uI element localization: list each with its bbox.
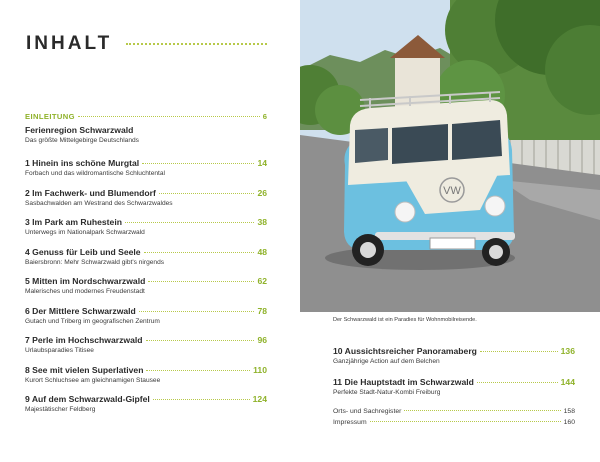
table-of-contents-continued bbox=[333, 346, 575, 430]
appendix-entry[interactable] bbox=[333, 419, 575, 426]
chapter-title: 11 Die Hauptstadt im Schwarzwald bbox=[333, 377, 474, 387]
chapter-page: 62 bbox=[257, 276, 267, 286]
toc-entry[interactable] bbox=[25, 306, 267, 325]
toc-entry[interactable] bbox=[25, 188, 267, 207]
chapter-subtitle: Baiersbronn: Mehr Schwarzwald gibt's nirgends bbox=[25, 258, 165, 266]
dot-leader bbox=[148, 281, 254, 282]
chapter-title: 10 Aussichtsreicher Panoramaberg bbox=[333, 346, 477, 356]
chapter-title: 6 Der Mittlere Schwarzwald bbox=[25, 305, 136, 316]
dot-leader bbox=[139, 311, 255, 312]
page-title: INHALT bbox=[26, 33, 113, 54]
chapter-subtitle: Gutach und Triberg im geografischen Zentrum bbox=[25, 317, 160, 325]
chapter-subtitle: Malerisches und modernes Freudenstadt bbox=[25, 288, 145, 295]
toc-entry[interactable] bbox=[25, 276, 267, 295]
appendix-label: Impressum bbox=[333, 419, 367, 426]
intro-subtitle: Das größte Mittelgebirge Deutschlands bbox=[25, 137, 139, 144]
dot-leader bbox=[144, 252, 255, 253]
chapter-title: 1 Hinein ins schöne Murgtal bbox=[25, 158, 140, 168]
dot-leader bbox=[142, 163, 254, 164]
dot-leader bbox=[146, 370, 250, 371]
chapter-page: 14 bbox=[257, 158, 267, 168]
dot-leader bbox=[146, 340, 255, 341]
vw-bus-illustration bbox=[300, 0, 600, 312]
chapter-subtitle: Kurort Schluchsee am gleichnamigen Stausee bbox=[25, 376, 161, 384]
dot-leader bbox=[159, 193, 255, 194]
table-of-contents bbox=[25, 112, 267, 424]
chapter-page: 124 bbox=[252, 394, 267, 404]
chapter-title: 4 Genuss für Leib und Seele bbox=[25, 246, 141, 257]
chapter-page: 110 bbox=[253, 364, 267, 375]
svg-text:VW: VW bbox=[443, 185, 461, 197]
appendix-label: Orts- und Sachregister bbox=[333, 408, 402, 415]
chapter-subtitle: Ganzjährige Action auf dem Belchen bbox=[333, 358, 440, 365]
chapter-subtitle: Majestätischer Feldberg bbox=[25, 406, 96, 413]
dot-leader bbox=[480, 351, 558, 352]
dot-leader bbox=[370, 421, 561, 422]
toc-intro[interactable] bbox=[25, 112, 267, 144]
chapter-subtitle: Sasbachwalden am Westrand des Schwarzwaldes bbox=[25, 199, 173, 207]
dot-leader bbox=[125, 222, 254, 223]
chapter-page: 144 bbox=[560, 377, 575, 387]
toc-entry[interactable] bbox=[25, 247, 267, 266]
chapter-page: 96 bbox=[257, 335, 267, 345]
chapter-title: 9 Auf dem Schwarzwald-Gipfel bbox=[25, 394, 150, 404]
chapter-page: 48 bbox=[257, 246, 267, 257]
dot-leader bbox=[153, 399, 250, 400]
toc-entry[interactable] bbox=[333, 346, 575, 365]
chapter-page: 26 bbox=[257, 187, 267, 198]
photo-caption: Der Schwarzwald ist ein Paradies für Wohnmobilreisende. bbox=[333, 317, 477, 323]
appendix-page: 160 bbox=[563, 419, 575, 426]
chapter-page: 136 bbox=[560, 346, 575, 356]
toc-entry[interactable] bbox=[25, 217, 267, 236]
toc-entry[interactable] bbox=[25, 365, 267, 384]
chapter-title: 3 Im Park am Ruhestein bbox=[25, 217, 122, 227]
appendix-page: 158 bbox=[563, 408, 575, 415]
dot-leader bbox=[78, 116, 260, 117]
dot-leader bbox=[477, 382, 558, 383]
chapter-page: 38 bbox=[257, 217, 267, 227]
chapter-subtitle: Unterwegs im Nationalpark Schwarzwald bbox=[25, 229, 145, 236]
intro-page: 6 bbox=[262, 112, 267, 121]
intro-label: EINLEITUNG bbox=[25, 112, 75, 121]
chapter-subtitle: Urlaubsparadies Titisee bbox=[25, 347, 94, 354]
toc-entry[interactable] bbox=[25, 335, 267, 354]
intro-title: Ferienregion Schwarzwald bbox=[25, 125, 134, 135]
chapter-page: 78 bbox=[257, 305, 267, 316]
toc-entry[interactable] bbox=[25, 158, 267, 177]
chapter-subtitle: Perfekte Stadt-Natur-Kombi Freiburg bbox=[333, 389, 441, 396]
chapter-title: 5 Mitten im Nordschwarzwald bbox=[25, 276, 146, 286]
title-dotted-rule bbox=[126, 43, 267, 45]
appendix-entry[interactable] bbox=[333, 408, 575, 415]
toc-entry[interactable] bbox=[333, 377, 575, 396]
photo-vw-bus bbox=[300, 0, 600, 312]
chapter-subtitle: Forbach und das wildromantische Schluchtental bbox=[25, 170, 166, 177]
dot-leader bbox=[404, 410, 560, 411]
chapter-title: 8 See mit vielen Superlativen bbox=[25, 364, 144, 375]
right-page bbox=[300, 0, 600, 462]
chapter-title: 2 Im Fachwerk- und Blumendorf bbox=[25, 187, 156, 198]
chapter-title: 7 Perle im Hochschwarzwald bbox=[25, 335, 143, 345]
toc-entry[interactable] bbox=[25, 394, 267, 413]
